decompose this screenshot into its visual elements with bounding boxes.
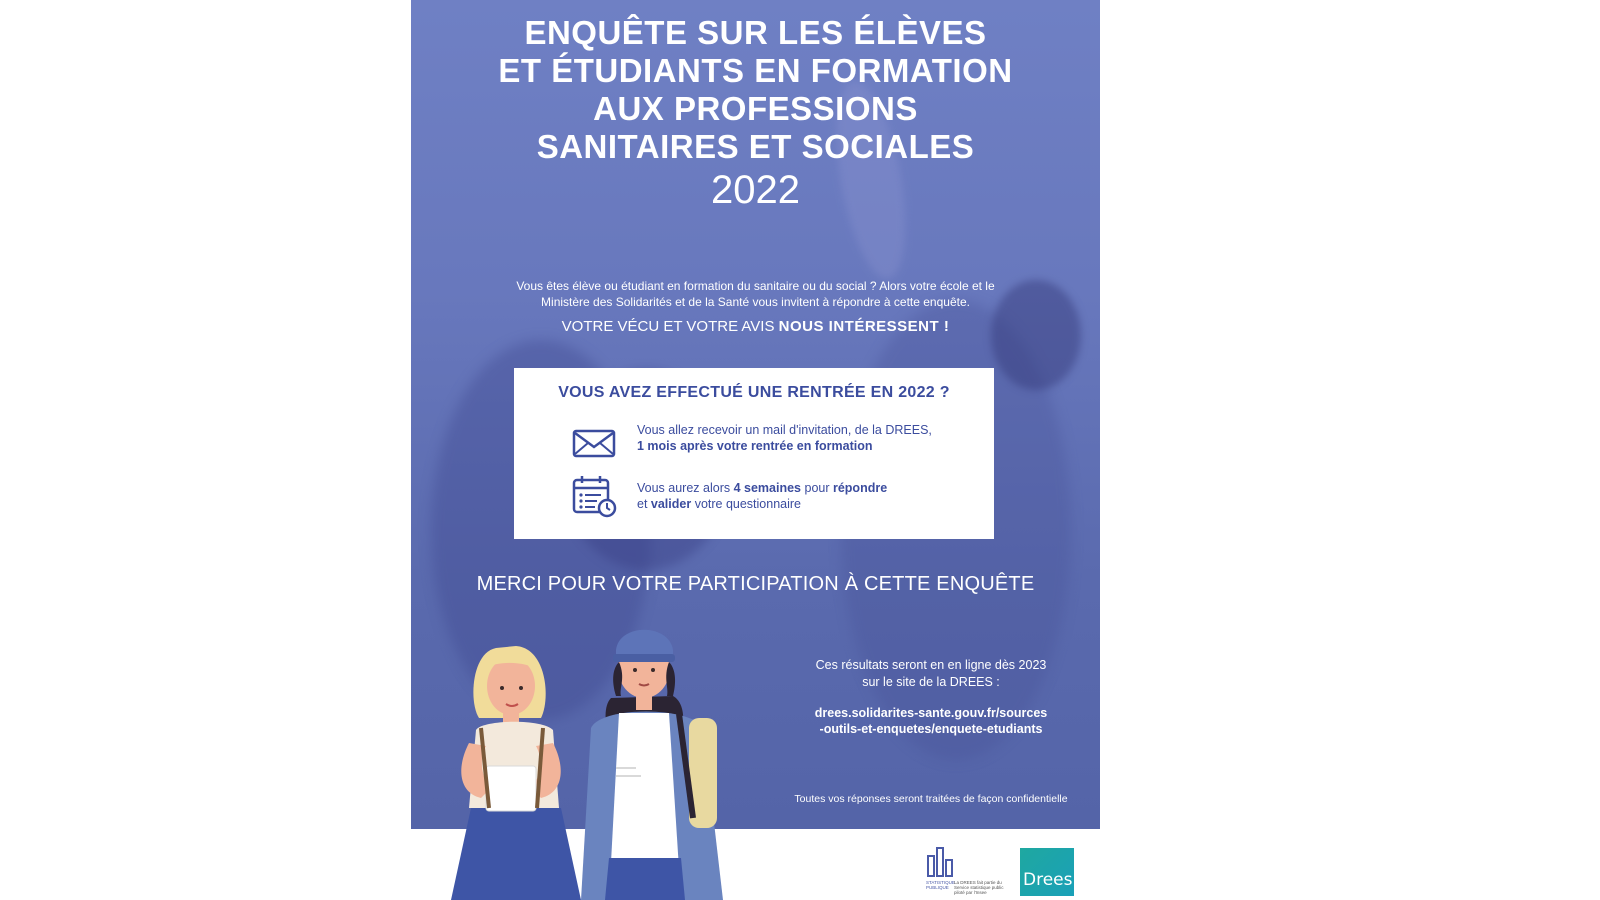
info-item-email-text	[637, 422, 977, 454]
student-girl-illustration	[451, 646, 581, 900]
thanks-message: MERCI POUR VOTRE PARTICIPATION À CETTE ENQUÊTE	[476, 573, 1035, 595]
title-line-2: ET ÉTUDIANTS EN FORMATION	[498, 52, 1013, 89]
intro-line-1: Vous êtes élève ou étudiant en formation du sanitaire ou du social ? Alors votre école et le	[516, 279, 995, 293]
title-line-4: SANITAIRES ET SOCIALES	[536, 128, 975, 165]
survey-url-link[interactable]	[781, 705, 1081, 737]
poster-year: 2022	[711, 168, 800, 212]
calendar-text-part: Vous aurez alors	[637, 481, 734, 495]
info-box	[514, 368, 994, 539]
results-info	[781, 657, 1081, 691]
title-line-1: ENQUÊTE SUR LES ÉLÈVES	[524, 14, 987, 51]
email-text-line-2: 1 mois après votre rentrée en formation	[637, 439, 873, 453]
calendar-text-bold: 4 semaines	[733, 481, 802, 495]
student-boy-illustration	[581, 630, 723, 900]
statistique-publique-label: STATISTIQUE PUBLIQUE	[926, 880, 955, 890]
statistique-publique-text: La DREES fait partie du Service statistique public piloté par l'Insee	[954, 880, 1004, 895]
envelope-icon	[571, 422, 617, 464]
intro-line-2: Ministère des Solidarités et de la Santé vous invitent à répondre à cette enquête.	[541, 295, 970, 309]
url-line-2: -outils-et-enquetes/enquete-etudiants	[819, 722, 1043, 736]
calendar-text-part: et	[637, 497, 651, 511]
drees-logo-text: Drees	[1023, 870, 1073, 890]
statistique-publique-logo	[926, 846, 1016, 896]
calendar-text-part: votre questionnaire	[691, 497, 802, 511]
results-line-1: Ces résultats seront en en ligne dès 2023	[815, 658, 1047, 672]
calendar-text-bold: répondre	[832, 481, 888, 495]
info-box-title: VOUS AVEZ EFFECTUÉ UNE RENTRÉE EN 2022 ?	[558, 384, 950, 401]
tagline-normal: VOTRE VÉCU ET VOTRE AVIS	[561, 318, 779, 335]
email-text-line-1: Vous allez recevoir un mail d'invitation, de la DREES,	[637, 423, 932, 437]
intro-text	[471, 278, 1040, 310]
survey-poster	[411, 0, 1100, 900]
poster-title	[411, 14, 1100, 166]
confidentiality-note: Toutes vos réponses seront traitées de façon confidentielle	[794, 793, 1068, 805]
calendar-text-bold: valider	[650, 497, 692, 511]
tagline	[411, 318, 1100, 335]
students-illustration	[441, 618, 771, 900]
title-line-3: AUX PROFESSIONS	[593, 90, 918, 127]
statistique-publique-icon	[926, 846, 956, 878]
drees-logo	[1020, 848, 1074, 896]
tagline-bold: NOUS INTÉRESSENT !	[778, 318, 950, 335]
results-line-2: sur le site de la DREES :	[862, 675, 1000, 689]
calendar-clock-icon	[571, 472, 617, 518]
info-item-calendar-text	[637, 480, 977, 512]
calendar-text-part: pour	[801, 481, 833, 495]
url-line-1: drees.solidarites-sante.gouv.fr/sources	[814, 706, 1048, 720]
